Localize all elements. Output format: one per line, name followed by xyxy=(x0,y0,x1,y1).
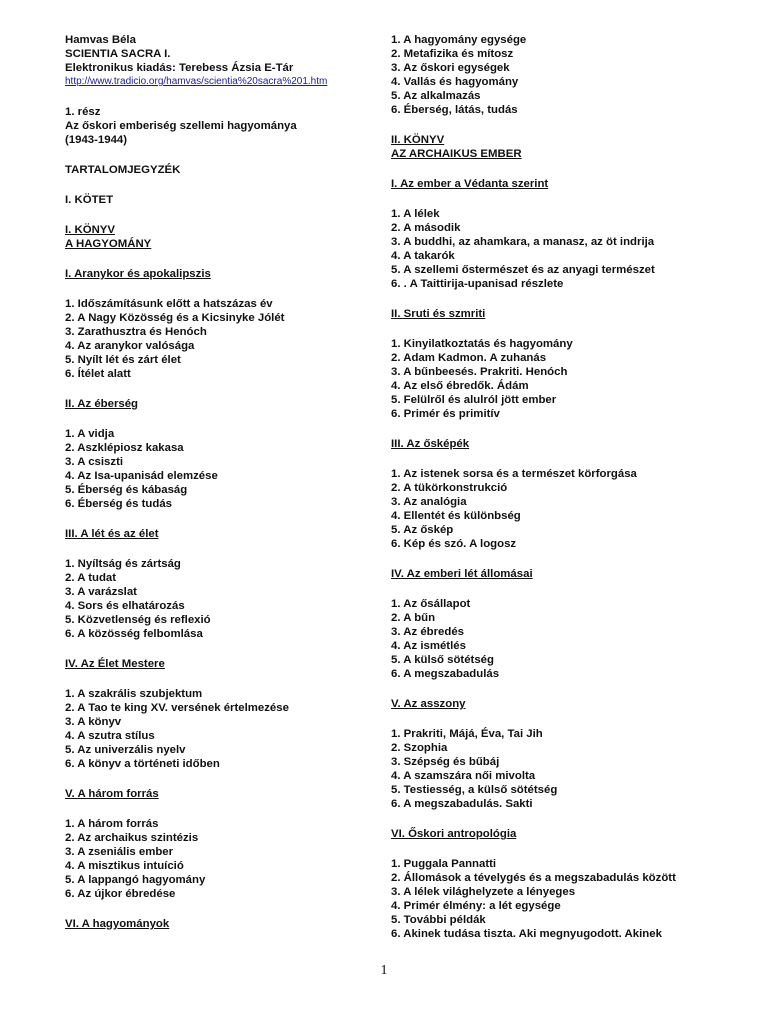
toc-item[interactable]: 1. A vidja xyxy=(65,428,115,440)
toc-item[interactable]: 4. Az ismétlés xyxy=(391,640,466,652)
spacer xyxy=(391,811,721,827)
toc-item[interactable]: 5. A lappangó hagyomány xyxy=(65,874,206,886)
toc-item[interactable]: 2. A tükörkonstrukció xyxy=(391,482,508,494)
right-intro-list xyxy=(391,33,721,117)
toc-item[interactable]: 2. Adam Kadmon. A zuhanás xyxy=(391,352,547,364)
toc-item[interactable]: 3. Zarathusztra és Henóch xyxy=(65,326,207,338)
toc-item[interactable]: 3. A csiszti xyxy=(65,456,124,468)
spacer xyxy=(391,681,721,697)
left-sections xyxy=(65,251,365,931)
toc-item[interactable]: 6. Akinek tudása tiszta. Aki megnyugodott. Akinek xyxy=(391,928,662,940)
toc-item[interactable]: 2. Aszklépiosz kakasa xyxy=(65,442,184,454)
spacer xyxy=(65,511,365,527)
book-label[interactable]: II. KÖNYV xyxy=(391,134,445,146)
toc-item[interactable]: 1. A hagyomány egysége xyxy=(391,34,527,46)
toc-item[interactable]: 3. Az analógia xyxy=(391,496,467,508)
spacer xyxy=(65,207,365,223)
spacer xyxy=(391,581,721,597)
toc-item[interactable]: 6. Kép és szó. A logosz xyxy=(391,538,517,550)
toc-item[interactable]: 6. Primér és primitív xyxy=(391,408,500,420)
author: Hamvas Béla xyxy=(65,34,136,46)
toc-item[interactable]: 1. Időszámításunk előtt a hatszázas év xyxy=(65,298,273,310)
section-heading[interactable]: V. Az asszony xyxy=(391,698,466,710)
section-heading[interactable]: V. A három forrás xyxy=(65,788,159,800)
left-column xyxy=(65,33,365,931)
book-name[interactable]: A HAGYOMÁNY xyxy=(65,238,152,250)
toc-item[interactable]: 4. Sors és elhatározás xyxy=(65,600,185,612)
toc-item[interactable]: 2. Metafizika és mítosz xyxy=(391,48,514,60)
toc-item[interactable]: 6. Éberség, látás, tudás xyxy=(391,104,518,116)
toc-item[interactable]: 3. A lélek világhelyzete a lényeges xyxy=(391,886,576,898)
spacer xyxy=(65,901,365,917)
toc-item[interactable]: 3. A könyv xyxy=(65,716,122,728)
toc-item[interactable]: 5. Éberség és kábaság xyxy=(65,484,188,496)
toc-item[interactable]: 5. Az alkalmazás xyxy=(391,90,481,102)
spacer xyxy=(65,147,365,163)
toc-item[interactable]: 6. A megszabadulás xyxy=(391,668,500,680)
spacer xyxy=(65,89,365,105)
toc-item[interactable]: 1. Kinyilatkoztatás és hagyomány xyxy=(391,338,573,350)
toc-item[interactable]: 2. Állomások a tévelygés és a megszabadulás között xyxy=(391,872,676,884)
toc-item[interactable]: 1. A három forrás xyxy=(65,818,159,830)
toc-item[interactable]: 3. A buddhi, az ahamkara, a manasz, az öt indrija xyxy=(391,236,655,248)
spacer xyxy=(391,191,721,207)
toc-item[interactable]: 5. Nyílt lét és zárt élet xyxy=(65,354,181,366)
spacer xyxy=(65,381,365,397)
toc-item[interactable]: 1. A szakrális szubjektum xyxy=(65,688,203,700)
section-heading[interactable]: III. Az ősképék xyxy=(391,438,470,450)
book-name[interactable]: AZ ARCHAIKUS EMBER xyxy=(391,148,522,160)
spacer xyxy=(391,161,721,177)
toc-item[interactable]: 2. Az archaikus szintézis xyxy=(65,832,199,844)
toc-item[interactable]: 4. A szutra stílus xyxy=(65,730,155,742)
section-heading[interactable]: II. Az éberség xyxy=(65,398,139,410)
toc-item[interactable]: 1. Nyíltság és zártság xyxy=(65,558,181,570)
section-heading[interactable]: VI. Őskori antropológia xyxy=(391,828,517,840)
spacer xyxy=(65,541,365,557)
toc-item[interactable]: 1. A lélek xyxy=(391,208,440,220)
toc-item[interactable]: 4. Primér élmény: a lét egysége xyxy=(391,900,561,912)
spacer xyxy=(391,711,721,727)
toc-item[interactable]: 4. Az aranykor valósága xyxy=(65,340,195,352)
toc-item[interactable]: 3. A bűnbeesés. Prakriti. Henóch xyxy=(391,366,568,378)
spacer xyxy=(65,771,365,787)
toc-item[interactable]: 2. A második xyxy=(391,222,461,234)
toc-item[interactable]: 6. . A Taittirija-upanisad részlete xyxy=(391,278,564,290)
right-column xyxy=(391,33,721,941)
toc-item[interactable]: 1. Az ősállapot xyxy=(391,598,471,610)
part-label: 1. rész xyxy=(65,106,101,118)
toc-item[interactable]: 5. További példák xyxy=(391,914,486,926)
toc-item[interactable]: 5. Felülről és alulról jött ember xyxy=(391,394,557,406)
spacer xyxy=(391,321,721,337)
spacer xyxy=(391,291,721,307)
spacer xyxy=(65,801,365,817)
toc-item[interactable]: 6. A megszabadulás. Sakti xyxy=(391,798,533,810)
toc-item[interactable]: 6. A közösség felbomlása xyxy=(65,628,203,640)
toc-item[interactable]: 4. A misztikus intuíció xyxy=(65,860,184,872)
toc-item[interactable]: 4. Vallás és hagyomány xyxy=(391,76,519,88)
source-link[interactable]: http://www.tradicio.org/hamvas/scientia%20sacra%201.htm xyxy=(65,76,328,87)
toc-item[interactable]: 2. A Nagy Közösség és a Kicsinyke Jólét xyxy=(65,312,285,324)
edition-note: Elektronikus kiadás: Terebess Ázsia E-Tár xyxy=(65,62,294,74)
spacer xyxy=(65,251,365,267)
part-years: (1943-1944) xyxy=(65,134,128,146)
toc-item[interactable]: 2. Szophia xyxy=(391,742,448,754)
toc-item[interactable]: 1. Prakriti, Májá, Éva, Tai Jih xyxy=(391,728,543,740)
toc-item[interactable]: 6. A könyv a történeti időben xyxy=(65,758,220,770)
spacer xyxy=(65,411,365,427)
toc-item[interactable]: 4. A takarók xyxy=(391,250,455,262)
toc-item[interactable]: 2. A tudat xyxy=(65,572,117,584)
volume-label: I. KÖTET xyxy=(65,194,114,206)
spacer xyxy=(391,117,721,133)
toc-item[interactable]: 5. A külső sötétség xyxy=(391,654,494,666)
toc-item[interactable]: 3. Szépség és bűbáj xyxy=(391,756,500,768)
spacer xyxy=(65,281,365,297)
toc-item[interactable]: 5. Testiesség, a külső sötétség xyxy=(391,784,558,796)
toc-item[interactable]: 5. Az őskép xyxy=(391,524,454,536)
page-number: 1 xyxy=(380,963,388,978)
toc-item[interactable]: 5. Az univerzális nyelv xyxy=(65,744,186,756)
spacer xyxy=(65,177,365,193)
toc-item[interactable]: 3. Az őskori egységek xyxy=(391,62,510,74)
toc-title: TARTALOMJEGYZÉK xyxy=(65,164,181,176)
spacer xyxy=(391,841,721,857)
book-label[interactable]: I. KÖNYV xyxy=(65,224,116,236)
toc-item[interactable]: 5. Közvetlenség és reflexió xyxy=(65,614,211,626)
spacer xyxy=(65,671,365,687)
toc-item[interactable]: 3. Az ébredés xyxy=(391,626,465,638)
spacer xyxy=(65,641,365,657)
section-heading[interactable]: I. Az ember a Védanta szerint xyxy=(391,178,549,190)
section-heading[interactable]: IV. Az Élet Mestere xyxy=(65,658,165,670)
section-heading[interactable]: VI. A hagyományok xyxy=(65,918,170,930)
toc-item[interactable]: 3. A zseniális ember xyxy=(65,846,174,858)
book-title: SCIENTIA SACRA I. xyxy=(65,48,171,60)
toc-item[interactable]: 1. Az istenek sorsa és a természet körforgása xyxy=(391,468,637,480)
toc-item[interactable]: 1. Puggala Pannatti xyxy=(391,858,497,870)
toc-item[interactable]: 6. Ítélet alatt xyxy=(65,368,131,380)
toc-item[interactable]: 4. A szamszára női mivolta xyxy=(391,770,536,782)
spacer xyxy=(391,421,721,437)
section-heading[interactable]: II. Sruti és szmriti xyxy=(391,308,486,320)
toc-item[interactable]: 2. A bűn xyxy=(391,612,436,624)
toc-item[interactable]: 6. Éberség és tudás xyxy=(65,498,172,510)
toc-item[interactable]: 6. Az újkor ébredése xyxy=(65,888,176,900)
toc-item[interactable]: 4. Az Isa-upanisád elemzése xyxy=(65,470,218,482)
part-title: Az őskori emberiség szellemi hagyománya xyxy=(65,120,297,132)
section-heading[interactable]: I. Aranykor és apokalipszis xyxy=(65,268,211,280)
toc-item[interactable]: 2. A Tao te king XV. versének értelmezése xyxy=(65,702,289,714)
toc-item[interactable]: 3. A varázslat xyxy=(65,586,137,598)
section-heading[interactable]: III. A lét és az élet xyxy=(65,528,159,540)
spacer xyxy=(391,551,721,567)
toc-item[interactable]: 4. Ellentét és különbség xyxy=(391,510,521,522)
toc-item[interactable]: 4. Az első ébredők. Ádám xyxy=(391,380,529,392)
right-sections xyxy=(391,161,721,941)
toc-item[interactable]: 5. A szellemi őstermészet és az anyagi természet xyxy=(391,264,655,276)
spacer xyxy=(391,451,721,467)
section-heading[interactable]: IV. Az emberi lét állomásai xyxy=(391,568,533,580)
